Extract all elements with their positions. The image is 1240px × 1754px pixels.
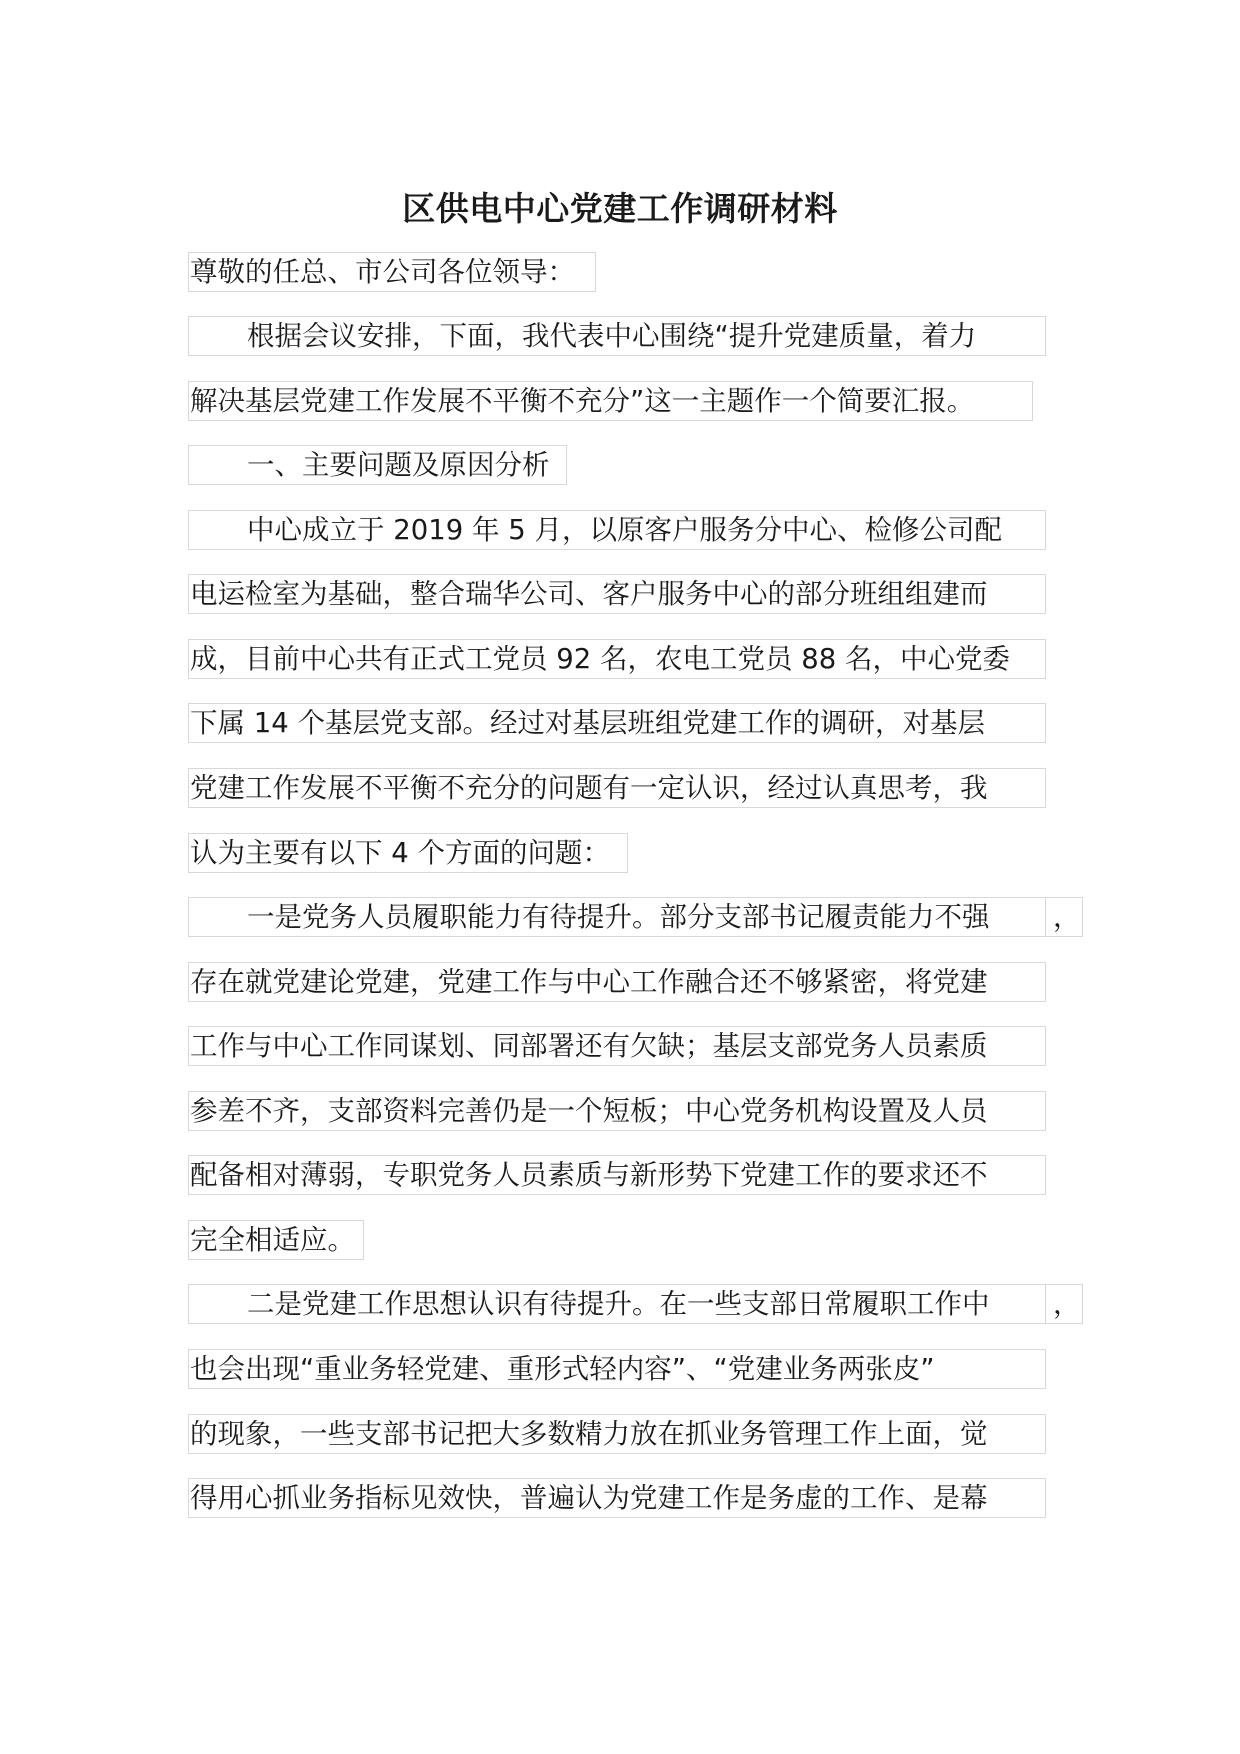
- paragraph-line: 参差不齐，支部资料完善仍是一个短板；中心党务机构设置及人员: [188, 1091, 1046, 1131]
- paragraph-line: 认为主要有以下 4 个方面的问题：: [188, 833, 628, 873]
- paragraph-line: 二是党建工作思想认识有待提升。在一些支部日常履职工作中: [188, 1284, 1046, 1324]
- salutation-line: 尊敬的任总、市公司各位领导：: [188, 252, 596, 292]
- paragraph-line: 党建工作发展不平衡不充分的问题有一定认识，经过认真思考，我: [188, 768, 1046, 808]
- paragraph-line: 完全相适应。: [188, 1220, 364, 1260]
- paragraph-line: 下属 14 个基层党支部。经过对基层班组党建工作的调研，对基层: [188, 703, 1046, 743]
- document-title: 区供电中心党建工作调研材料: [402, 189, 838, 228]
- trailing-comma: ，: [1045, 1284, 1083, 1324]
- paragraph-line: 解决基层党建工作发展不平衡不充分”这一主题作一个简要汇报。: [188, 381, 1033, 421]
- paragraph-line: 工作与中心工作同谋划、同部署还有欠缺；基层支部党务人员素质: [188, 1026, 1046, 1066]
- paragraph-line: 电运检室为基础，整合瑞华公司、客户服务中心的部分班组组建而: [188, 574, 1046, 614]
- paragraph-line: 存在就党建论党建，党建工作与中心工作融合还不够紧密，将党建: [188, 962, 1046, 1002]
- section-heading: 一、主要问题及原因分析: [188, 445, 567, 485]
- paragraph-line: 得用心抓业务指标见效快，普遍认为党建工作是务虚的工作、是幕: [188, 1478, 1046, 1518]
- paragraph-line: 根据会议安排，下面，我代表中心围绕“提升党建质量，着力: [188, 316, 1046, 356]
- paragraph-line: 配备相对薄弱，专职党务人员素质与新形势下党建工作的要求还不: [188, 1155, 1046, 1195]
- trailing-comma: ，: [1045, 897, 1083, 937]
- paragraph-line: 一是党务人员履职能力有待提升。部分支部书记履责能力不强: [188, 897, 1046, 937]
- paragraph-line: 的现象，一些支部书记把大多数精力放在抓业务管理工作上面，觉: [188, 1414, 1046, 1454]
- paragraph-line: 中心成立于 2019 年 5 月，以原客户服务分中心、检修公司配: [188, 510, 1046, 550]
- paragraph-line: 也会出现“重业务轻党建、重形式轻内容”、“党建业务两张皮”: [188, 1349, 1046, 1389]
- paragraph-line: 成，目前中心共有正式工党员 92 名，农电工党员 88 名，中心党委: [188, 639, 1046, 679]
